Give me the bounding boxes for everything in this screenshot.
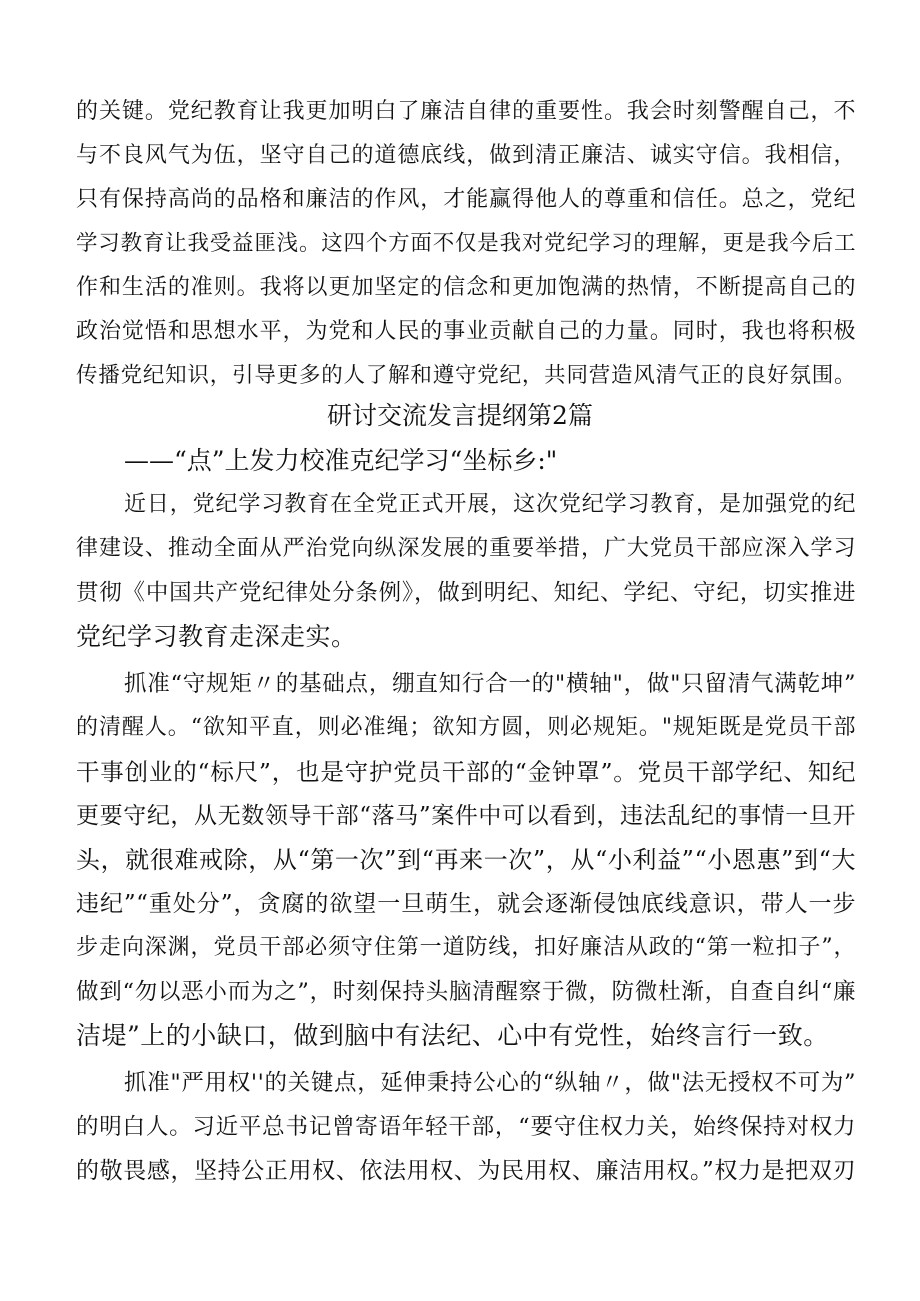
text-line: 的明白人。习近平总书记曾寄语年轻干部，“要守住权力关，始终保持对权力 (76, 1114, 856, 1140)
text-line: 与不良风气为伍，坚守自己的道德底线，做到清正廉洁、诚实守信。我相信， (76, 143, 856, 168)
text-line: 的清醒人。“欲知平直，则必准绳；欲知方圆，则必规矩。"规矩既是党员干部 (76, 715, 856, 740)
text-line: 抓准"严用权''的关键点，延伸秉持公心的“纵轴〃，做"法无授权不可为” (124, 1070, 856, 1096)
text-line: 党纪学习教育走深走实。 (76, 622, 357, 651)
text-line: 抓准“守规矩〃的基础点，绷直知行合一的"横轴"，做"只留清气满乾坤” (124, 671, 856, 697)
text-line: 更要守纪，从无数领导干部“落马”案件中可以看到，违法乱纪的事情一旦开 (76, 803, 856, 829)
text-line: 做到“勿以恶小而为之”，时刻保持头脑清醒察于微，防微杜渐，自查自纠“廉 (76, 979, 856, 1005)
text-line: 律建设、推动全面从严治党向纵深发展的重要举措，广大党员干部应深入学习 (76, 536, 856, 561)
text-line: 步走向深渊，党员干部必须守住第一道防线，扣好廉洁从政的“第一粒扣子”， (76, 935, 856, 960)
text-line: 头，就很难戒除，从“第一次”到“再来一次”，从“小利益”“小恩惠”到“大 (76, 846, 856, 874)
text-line: 的敬畏感，坚持公正用权、依法用权、为民用权、廉洁用权。”权力是把双刃 (76, 1158, 856, 1184)
text-line: 政治觉悟和思想水平，为党和人民的事业贡献自己的力量。同时，我也将积极 (76, 319, 856, 344)
section-subtitle: ——“点”上发力校准克纪学习“坐标乡:" (124, 446, 558, 475)
text-line: 学习教育让我受益匪浅。这四个方面不仅是我对党纪学习的理解，更是我今后工 (76, 231, 856, 256)
text-line: 干事创业的“标尺”，也是守护党员干部的“金钟罩”。党员干部学纪、知纪 (76, 758, 856, 786)
text-line: 只有保持高尚的品格和廉洁的作风，才能赢得他人的尊重和信任。总之，党纪 (76, 187, 856, 212)
text-line: 违纪”“重处分”，贪腐的欲望一旦萌生，就会逐渐侵蚀底线意识，带人一步 (76, 891, 856, 917)
text-line: 洁堤”上的小缺口，做到脑中有法纪、心中有党性，始终言行一致。 (76, 1021, 829, 1050)
text-line: 近日，党纪学习教育在全党正式开展，这次党纪学习教育，是加强党的纪 (124, 492, 856, 517)
section-title: 研讨交流发言提纲第2篇 (327, 401, 593, 430)
text-line: 作和生活的准则。我将以更加坚定的信念和更加饱满的热情，不断提高自己的 (76, 275, 856, 300)
text-line: 贯彻《中国共产党纪律处分条例》，做到明纪、知纪、学纪、守纪，切实推进 (76, 580, 856, 606)
text-line: 传播党纪知识，引导更多的人了解和遵守党纪，共同营造风清气正的良好氛围。 (76, 363, 856, 388)
text-line: 的关键。党纪教育让我更加明白了廉洁自律的重要性。我会时刻警醒自己，不 (76, 99, 856, 124)
